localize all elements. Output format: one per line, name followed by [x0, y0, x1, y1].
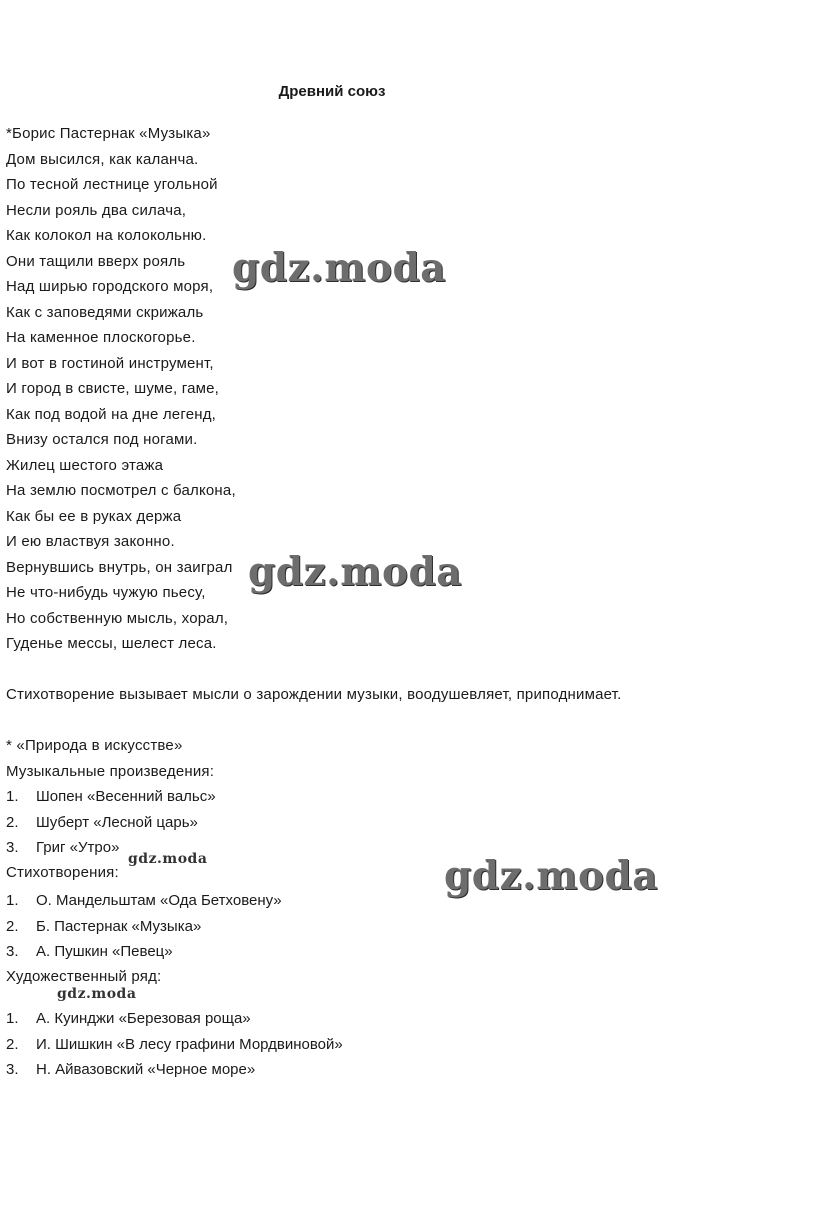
list-number: 3.: [6, 839, 19, 856]
list-number: 1.: [6, 788, 19, 805]
list-text: А. Пушкин «Певец»: [36, 943, 173, 960]
poem-line: Вернувшись внутрь, он заиграл: [6, 559, 233, 576]
art-heading: Художественный ряд:: [6, 968, 162, 985]
poem-line: Как бы ее в руках держа: [6, 508, 182, 525]
list-item: [6, 941, 173, 963]
poem-line: *Борис Пастернак «Музыка»: [6, 125, 211, 142]
watermark: gdz.moda: [248, 549, 463, 595]
list-text: Н. Айвазовский «Черное море»: [36, 1061, 256, 1078]
list-text: И. Шишкин «В лесу графини Мордвиновой»: [36, 1036, 343, 1053]
poem-line: Но собственную мысль, хорал,: [6, 610, 229, 627]
list-item: [6, 812, 198, 834]
poem-line: Как колокол на колокольню.: [6, 227, 207, 244]
list-item: [6, 1034, 343, 1056]
poem-line: И вот в гостиной инструмент,: [6, 355, 214, 372]
poem-line: Внизу остался под ногами.: [6, 431, 198, 448]
list-item: [6, 786, 216, 808]
list-number: 3.: [6, 943, 19, 960]
list-text: Григ «Утро»: [36, 839, 120, 856]
section-heading: * «Природа в искусстве»: [6, 737, 183, 754]
watermark: gdz.moda: [57, 986, 137, 1002]
list-item: [6, 916, 201, 938]
poem-line: И город в свисте, шуме, гаме,: [6, 380, 220, 397]
watermark: gdz.moda: [232, 245, 447, 291]
poem-line: На землю посмотрел с балкона,: [6, 482, 236, 499]
list-item: [6, 890, 282, 912]
poem-line: На каменное плоскогорье.: [6, 329, 196, 346]
list-number: 1.: [6, 892, 19, 909]
list-text: О. Мандельштам «Ода Бетховену»: [36, 892, 282, 909]
poem-line: Гуденье мессы, шелест леса.: [6, 635, 217, 652]
summary-text: Стихотворение вызывает мысли о зарождении музыки, воодушевляет, приподнимает.: [6, 686, 622, 703]
poem-line: И ею властвуя законно.: [6, 533, 175, 550]
poem-line: Над ширью городского моря,: [6, 278, 214, 295]
watermark: gdz.moda: [128, 851, 208, 867]
list-item: [6, 1008, 251, 1030]
list-number: 2.: [6, 814, 19, 831]
page-title: Древний союз: [278, 83, 386, 100]
list-item: [6, 1059, 255, 1081]
poem-line: Как с заповедями скрижаль: [6, 304, 204, 321]
poem-line: Несли рояль два силача,: [6, 202, 187, 219]
poem-line: Как под водой на дне легенд,: [6, 406, 217, 423]
poem-line: Не что-нибудь чужую пьесу,: [6, 584, 206, 601]
watermark: gdz.moda: [444, 853, 659, 899]
poem-line: По тесной лестнице угольной: [6, 176, 218, 193]
list-number: 1.: [6, 1010, 19, 1027]
poem-line: Они тащили вверх рояль: [6, 253, 186, 270]
list-number: 2.: [6, 1036, 19, 1053]
list-text: Шуберт «Лесной царь»: [36, 814, 198, 831]
list-text: Шопен «Весенний вальс»: [36, 788, 216, 805]
list-text: Б. Пастернак «Музыка»: [36, 918, 202, 935]
poem-line: Жилец шестого этажа: [6, 457, 164, 474]
music-heading: Музыкальные произведения:: [6, 763, 215, 780]
list-item: [6, 837, 119, 859]
poem-line: Дом высился, как каланча.: [6, 151, 199, 168]
list-text: А. Куинджи «Березовая роща»: [36, 1010, 251, 1027]
list-number: 2.: [6, 918, 19, 935]
list-number: 3.: [6, 1061, 19, 1078]
poems-heading: Стихотворения:: [6, 864, 119, 881]
